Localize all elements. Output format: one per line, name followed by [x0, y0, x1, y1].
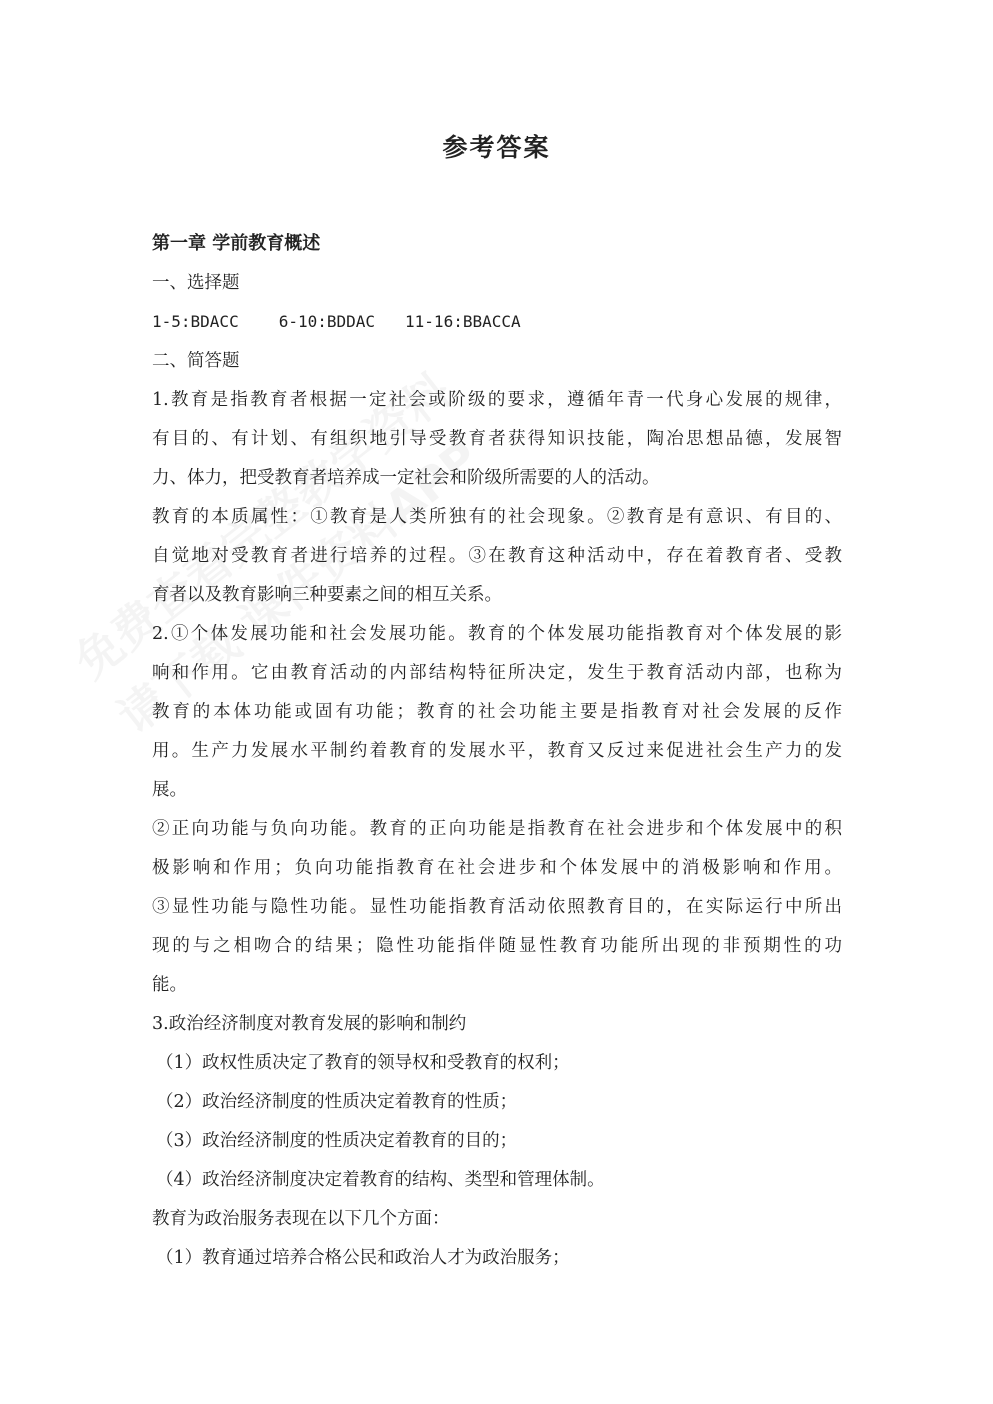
text-line: （1）政权性质决定了教育的领导权和受教育的权利；	[156, 1053, 570, 1073]
text-line: （1）教育通过培养合格公民和政治人才为政治服务；	[156, 1248, 570, 1268]
text-line: 2.①个体发展功能和社会发展功能。教育的个体发展功能指教育对个体发展的影	[152, 624, 842, 644]
text-line: 响和作用。它由教育活动的内部结构特征所决定，发生于教育活动内部，也称为	[152, 663, 842, 683]
text-line: 3.政治经济制度对教育发展的影响和制约	[152, 1014, 467, 1034]
text-line: 教育为政治服务表现在以下几个方面：	[152, 1209, 450, 1229]
text-line: 有目的、有计划、有组织地引导受教育者获得知识技能，陶冶思想品德，发展智	[152, 429, 842, 449]
text-line: 一、选择题	[152, 273, 240, 293]
text-line: （2）政治经济制度的性质决定着教育的性质；	[156, 1092, 518, 1112]
text-line: 教育的本体功能或固有功能；教育的社会功能主要是指教育对社会发展的反作	[152, 702, 842, 722]
chapter-heading: 第一章 学前教育概述	[152, 233, 321, 254]
text-line: 展。	[152, 780, 187, 800]
text-line: 二、简答题	[152, 351, 240, 371]
text-line: 现的与之相吻合的结果；隐性功能指伴随显性教育功能所出现的非预期性的功	[152, 936, 842, 956]
text-line: 自觉地对受教育者进行培养的过程。③在教育这种活动中，存在着教育者、受教	[152, 546, 842, 566]
text-line: 极影响和作用；负向功能指教育在社会进步和个体发展中的消极影响和作用。	[152, 858, 842, 878]
text-line: 力、体力，把受教育者培养成一定社会和阶级所需要的人的活动。	[152, 468, 660, 488]
text-line: （4）政治经济制度决定着教育的结构、类型和管理体制。	[156, 1170, 605, 1190]
text-line: 1.教育是指教育者根据一定社会或阶级的要求，遵循年青一代身心发展的规律，	[152, 390, 842, 410]
answer-key-line	[152, 304, 842, 343]
text-line: ③显性功能与隐性功能。显性功能指教育活动依照教育目的，在实际运行中所出	[152, 897, 842, 917]
page-title: 参考答案	[442, 133, 551, 162]
answer-body	[152, 226, 842, 1279]
text-line: ②正向功能与负向功能。教育的正向功能是指教育在社会进步和个体发展中的积	[152, 819, 842, 839]
answer-key: 1-5:BDACC	[152, 312, 239, 331]
answer-key: 11-16:BBACCA	[405, 312, 521, 331]
answer-key: 6-10:BDDAC	[278, 312, 376, 331]
text-line: 教育的本质属性：①教育是人类所独有的社会现象。②教育是有意识、有目的、	[152, 507, 842, 527]
text-line: 用。生产力发展水平制约着教育的发展水平，教育又反过来促进社会生产力的发	[152, 741, 842, 761]
text-line: 能。	[152, 975, 187, 995]
text-line: 育者以及教育影响三种要素之间的相互关系。	[152, 585, 502, 605]
text-line: （3）政治经济制度的性质决定着教育的目的；	[156, 1131, 518, 1151]
